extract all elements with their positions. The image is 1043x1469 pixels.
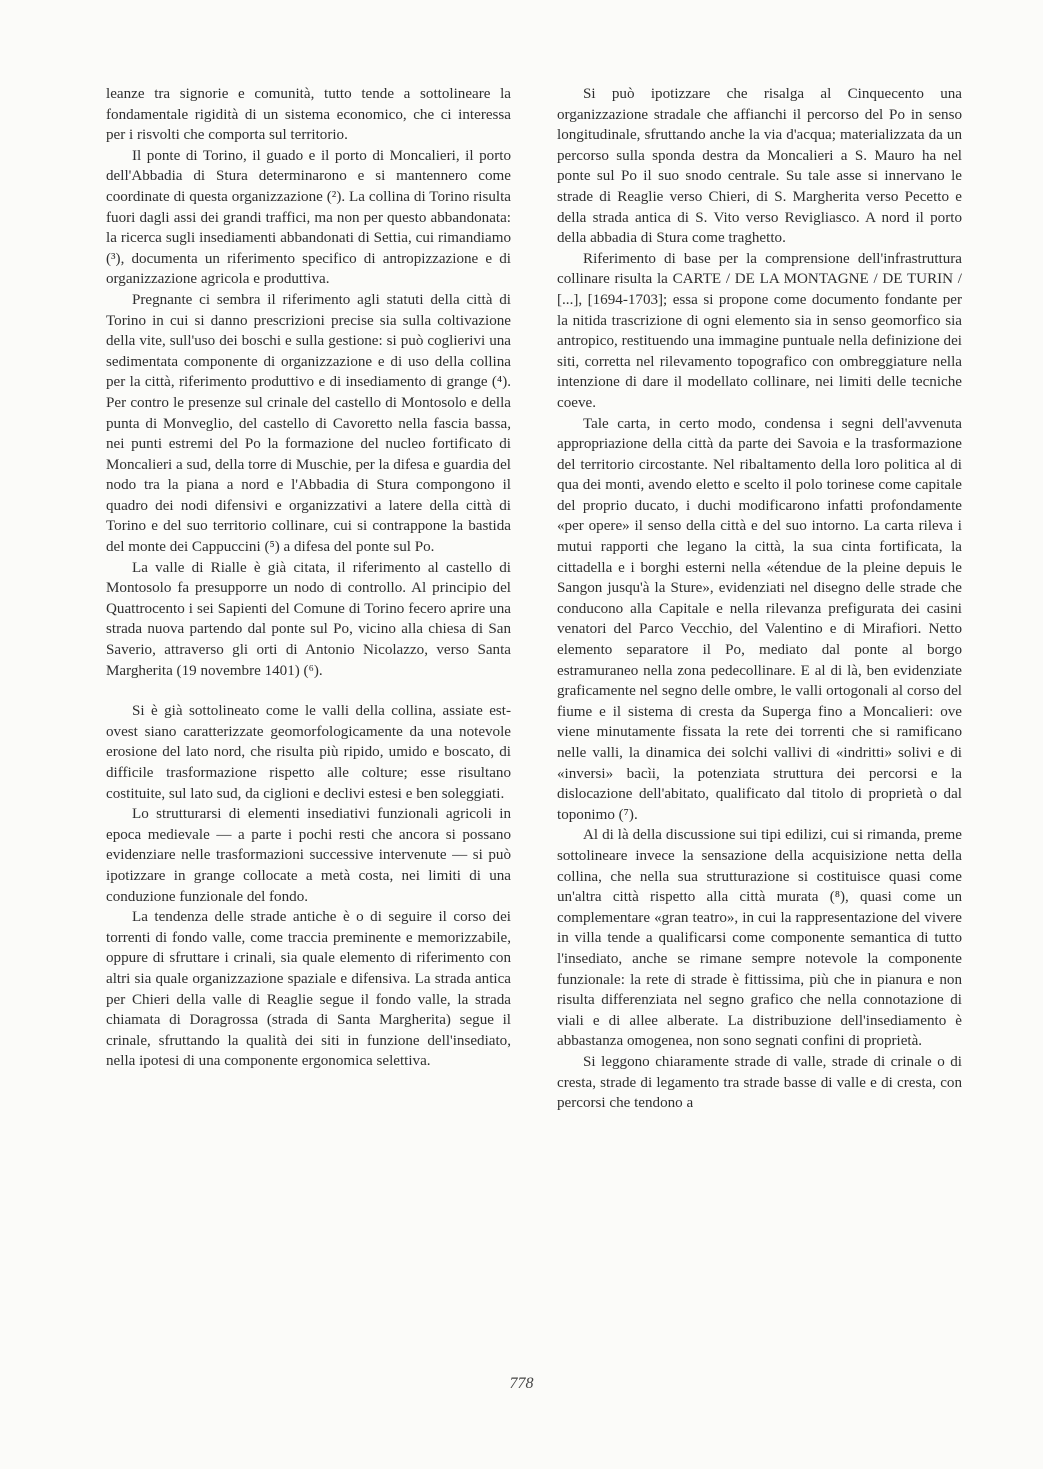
paragraph: Si leggono chiaramente strade di valle, strade di crinale o di cresta, strade di legamento tra strade basse di valle e di cresta, con percorsi che tendono a: [557, 1053, 962, 1112]
paragraph: Lo strutturarsi di elementi insediativi funzionali agricoli in epoca medievale — a parte i pochi resti che ancora si possano evidenziare nelle trasformazioni successive intervenute — si può ipotizzare in grange collocate a metà costa, nei limiti di una conduzione funzionale del fondo.: [106, 806, 511, 905]
right-column: [557, 84, 962, 1114]
paragraph: Si può ipotizzare che risalga al Cinquecento una organizzazione stradale che affianchi il percorso del Po in senso longitudinale, sfruttando anche la via d'acqua; materializzata da un percorso sulla sponda destra da Moncalieri a S. Mauro ha nel ponte sul Po il suo snodo centrale. Su tale asse si innervano le strade di Reaglie verso Chieri, di S. Margherita verso Pecetto e della strada antica di S. Vito verso Revigliasco. A nord il porto della abbadia di Stura come traghetto.: [557, 86, 962, 247]
paragraph: La tendenza delle strade antiche è o di seguire il corso dei torrenti di fondo valle, come traccia preminente e memorizzabile, oppure di sfruttare i crinali, sia quale elemento di riferimento con altri sia quale organizzazione spaziale e difensiva. La strada antica per Chieri della valle di Reaglie segue il fondo valle, la strada chiamata di Doragrossa (strada di Santa Margherita) segue il crinale, sfruttando la qualità dei siti in funzione dell'insediato, nella ipotesi di una componente ergonomica selettiva.: [106, 909, 511, 1070]
left-column: [106, 84, 511, 1072]
paragraph: Al di là della discussione sui tipi edilizi, cui si rimanda, preme sottolineare invece la sensazione della acquisizione netta della collina, che nella sua strutturazione si costituisce quasi come un'altra città rispetto alla città murata (⁸), quasi come un complementare «gran teatro», in cui la rappresentazione del vivere in villa tende a qualificarsi come componente semantica di tutto l'insediato, anche se rimane sempre notevole la componente funzionale: la rete di strade è fittissima, più che in pianura e non risulta differenziata nel segno grafico che nella connotazione di viali e di allee alberate. La distribuzione dell'insediamento è abbastanza omogenea, non sono segnati confini di proprietà.: [557, 827, 962, 1050]
paragraph: Il ponte di Torino, il guado e il porto di Moncalieri, il porto dell'Abbadia di Stura determinarono e si mantennero come coordinate di questa organizzazione (²). La collina di Torino risulta fuori dagli assi dei grandi traffici, ma non per questo abbandonata: la ricerca sugli insediamenti abbandonati di Settia, cui rimandiamo (³), documenta un riferimento specifico di antropizzazione e di organizzazione agricola e produttiva.: [106, 147, 511, 288]
paragraph: Si è già sottolineato come le valli della collina, assiate est-ovest siano caratterizzate geomorfologicamente da una notevole erosione del lato nord, che risulta più ripido, umido e boscato, di difficile trasformazione rispetto alle colture; esse risultano costituite, sul lato sud, da ciglioni e declivi estesi e ben soleggiati.: [106, 703, 511, 802]
page-number: 778: [509, 1375, 534, 1392]
paragraph: Riferimento di base per la comprensione dell'infrastruttura collinare risulta la CARTE / DE LA MONTAGNE / DE TURIN / [...], [1694-1703]; essa si propone come documento fondante per la nitida trascrizione di ogni elemento sia in senso geomorfico sia antropico, restituendo una immagine puntuale nella definizione dei siti, corretta nel rilevamento topografico con ombreggiature nella intenzione di dare il modellato collinare, nei limiti delle tecniche coeve.: [557, 250, 962, 411]
paragraph: La valle di Rialle è già citata, il riferimento al castello di Montosolo fa presupporre un nodo di controllo. Al principio del Quattrocento i sei Sapienti del Comune di Torino fecero aprire una strada nuova partendo dal ponte sul Po, vicino alla chiesa di San Saverio, attraverso gli orti di Antonio Nicolazzo, verso Santa Margherita (19 novembre 1401) (⁶).: [106, 559, 511, 679]
paragraph: Tale carta, in certo modo, condensa i segni dell'avvenuta appropriazione della città da parte dei Savoia e la trasformazione del territorio circostante. Nel ribaltamento della loro politica al di qua dei monti, avendo eletto e scelto il polo torinese come capitale del proprio ducato, i duchi modificarono infatti profondamente «per opere» il senso della città e del suo intorno. La carta rileva i mutui rapporti che legano la città, la sua cinta fortificata, la cittadella e i borghi esterni nella «étendue de la pleine depuis le Sangon jusqu'à la Sture», evidenziati nel disegno delle strade che conducono alla Capitale e nella rilevanza prefigurata dei casini venatori del Parco Vecchio, del Valentino e di Mirafiori. Netto elemento separatore il Po, mediato dal ponte al borgo estramuraneo nella zona pedecollinare. E al di là, ben evidenziate graficamente nel segno delle ombre, le valli ortogonali al corso del fiume e il sistema di cresta da Superga fino a Moncalieri: ove viene minutamente fissata la rete dei torrenti che si ramificano nelle valli, la dinamica dei solchi vallivi di «indritti» solivi e di «inversi» bacìi, la potenziata struttura dei percorsi e la dislocazione dell'abitato, qualificato dal titolo di proprietà o dal toponimo (⁷).: [557, 415, 962, 823]
paragraph: Pregnante ci sembra il riferimento agli statuti della città di Torino in cui si danno prescrizioni precise sia sulla coltivazione della vite, sull'uso dei boschi e sulla gestione: si può coglierivi una sedimentata componente di organizzazione e di uso della collina per la città, riferimento produttivo e di insediamento di grange (⁴). Per contro le presenze sul crinale del castello di Montosolo e della punta di Monveglio, del castello di Cavoretto nella fascia bassa, nei punti estremi del Po la formazione del nucleo fortificato di Moncalieri a sud, della torre di Muschie, per la difesa e guardia del nodo tra la piana a nord e l'Abbadia di Stura compongono il quadro dei nodi difensivi e organizzativi a latere della città di Torino e del suo territorio collinare, cui si contrappone la bastida del monte dei Cappuccini (⁵) a difesa del ponte sul Po.: [106, 291, 511, 556]
paragraph: leanze tra signorie e comunità, tutto tende a sottolineare la fondamentale rigidità di un sistema economico, che ci interessa per i risvolti che comporta sul territorio.: [106, 86, 511, 144]
